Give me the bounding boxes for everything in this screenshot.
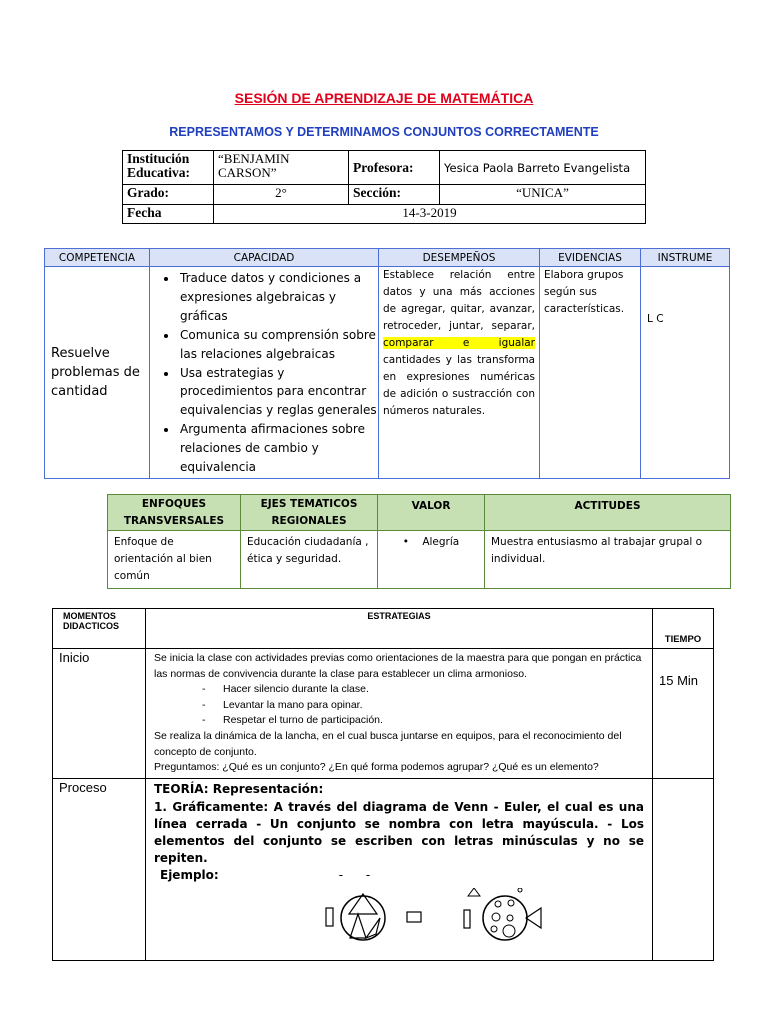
competencias-table: [44, 248, 730, 479]
triangle-icon: [468, 888, 480, 896]
capacidad-item: • Traduce datos y condiciones a expresiones algebraicas y gráficas: [178, 269, 378, 326]
fecha-value: 14-3-2019: [214, 205, 646, 224]
evidencia-cell: Elabora grupos según sus características.: [540, 267, 641, 479]
rectangle-icon: [407, 912, 421, 922]
desempeno-cell: [379, 267, 540, 479]
set-circle: [341, 896, 385, 940]
desempeno-text: Establece relación entre datos y una más acciones de agregar, quitar, avanzar, retroceder, juntar, separar,: [383, 269, 535, 332]
set-circle: [483, 896, 527, 940]
inicio-item-text: Respetar el turno de participación.: [223, 714, 383, 727]
inicio-list-item: - Levantar la mano para opinar.: [202, 698, 363, 711]
fecha-label: Fecha: [123, 205, 214, 224]
eje-cell: Educación ciudadanía , ética y seguridad.: [241, 531, 378, 589]
element-circle: [491, 926, 497, 932]
institucion-value: “BENJAMIN CARSON”: [214, 151, 349, 185]
desempeno-highlight: comparar e igualar: [383, 337, 535, 349]
instrumento-cell: L C: [641, 267, 730, 479]
capacidad-item: • Usa estrategias y procedimientos para encontrar equivalencias y reglas generales: [178, 364, 378, 421]
capacidad-list: [150, 269, 378, 477]
header-ejes: EJES TEMATICOS REGIONALES: [241, 495, 378, 531]
header-enfoques: ENFOQUES TRANSVERSALES: [108, 495, 241, 531]
ejemplo-label: Ejemplo: - -: [160, 867, 371, 882]
inicio-item-text: Hacer silencio durante la clase.: [223, 683, 369, 696]
enfoque-cell: Enfoque de orientación al bien común: [108, 531, 241, 589]
header-tiempo: TIEMPO: [653, 609, 714, 649]
inicio-list-item: - Respetar el turno de participación.: [202, 714, 383, 727]
profesora-value: Yesica Paola Barreto Evangelista: [440, 151, 646, 185]
header-estrategias: ESTRATEGIAS: [146, 609, 653, 649]
page-subtitle: REPRESENTAMOS Y DETERMINAMOS CONJUNTOS CORRECTAMENTE: [169, 125, 599, 139]
header-instrumento: INSTRUME: [641, 249, 730, 267]
valor-cell: [378, 531, 485, 589]
inicio-item-text: Levantar la mano para opinar.: [223, 698, 363, 711]
capacidad-item: • Comunica su comprensión sobre las relaciones algebraicas: [178, 326, 378, 364]
rectangle-icon: [326, 908, 333, 926]
capacidad-item: • Argumenta afirmaciones sobre relaciones de cambio y equivalencia: [178, 420, 378, 477]
estrategias-table: [52, 608, 714, 961]
header-valor: VALOR: [378, 495, 485, 531]
actitud-cell: Muestra entusiasmo al trabajar grupal o individual.: [485, 531, 731, 589]
grado-value: 2°: [214, 185, 349, 205]
inicio-list-item: - Hacer silencio durante la clase.: [202, 683, 369, 696]
inicio-paragraph: Preguntamos: ¿Qué es un conjunto? ¿En qué forma podemos agrupar? ¿Qué es un elemento?: [154, 761, 599, 774]
header-momentos: MOMENTOS DIDACTICOS: [53, 609, 146, 649]
header-competencia: COMPETENCIA: [45, 249, 150, 267]
element-circle: [492, 913, 500, 921]
info-table: [122, 150, 646, 224]
enfoques-table: [107, 494, 731, 589]
teoria-heading: TEORÍA: Representación:: [154, 781, 324, 796]
bullet-icon: •: [402, 536, 423, 548]
seccion-value: “UNICA”: [440, 185, 646, 205]
institucion-label: Institución Educativa:: [123, 151, 214, 185]
competencia-cell: Resuelve problemas de cantidad: [45, 267, 150, 479]
desempeno-text-2: cantidades y las transforma en expresiones numéricas de adición o sustracción con números naturales.: [383, 354, 535, 417]
rectangle-icon: [464, 910, 470, 928]
grado-label: Grado:: [123, 185, 214, 205]
inicio-paragraph: Se realiza la dinámica de la lancha, en el cual busca juntarse en equipos, para el reconocimiento del concepto de conjunto.: [154, 729, 622, 758]
element-circle: [507, 915, 513, 921]
proceso-tiempo: [653, 778, 714, 960]
triangle-icon: [526, 908, 541, 928]
triangle-icon: [349, 894, 377, 914]
profesora-label: Profesora:: [349, 151, 440, 185]
capacidad-cell: [150, 267, 379, 479]
header-evidencias: EVIDENCIAS: [540, 249, 641, 267]
element-circle: [503, 925, 515, 937]
momento-proceso: Proceso: [53, 778, 146, 960]
venn-diagram-example: [314, 888, 644, 958]
inicio-estrategias: [146, 649, 653, 779]
triangle-icon: [350, 914, 366, 938]
element-circle: [495, 901, 501, 907]
header-actitudes: ACTITUDES: [485, 495, 731, 531]
valor-text: Alegría: [422, 536, 460, 548]
inicio-tiempo: 15 Min: [653, 649, 714, 779]
element-circle: [508, 900, 514, 906]
proceso-estrategias: [146, 778, 653, 960]
teoria-text: 1. Gráficamente: A través del diagrama de Venn - Euler, el cual es una línea cerrada - Un conjunto se nombra con letra mayúscula. - Los elementos del conjunto se escriben con letras minúsculas y no se repiten.: [154, 799, 644, 865]
page-title: SESIÓN DE APRENDIZAJE DE MATEMÁTICA: [234, 90, 534, 106]
seccion-label: Sección:: [349, 185, 440, 205]
ejemplo-text: Ejemplo:: [160, 867, 219, 882]
momento-inicio: Inicio: [53, 649, 146, 779]
header-desempenos: DESEMPEÑOS: [379, 249, 540, 267]
inicio-paragraph: Se inicia la clase con actividades previas como orientaciones de la maestra para que pongan en práctica las normas de convivencia durante la clase para establecer un clima armonioso.: [154, 652, 642, 680]
element-circle: [518, 888, 522, 892]
header-capacidad: CAPACIDAD: [150, 249, 379, 267]
